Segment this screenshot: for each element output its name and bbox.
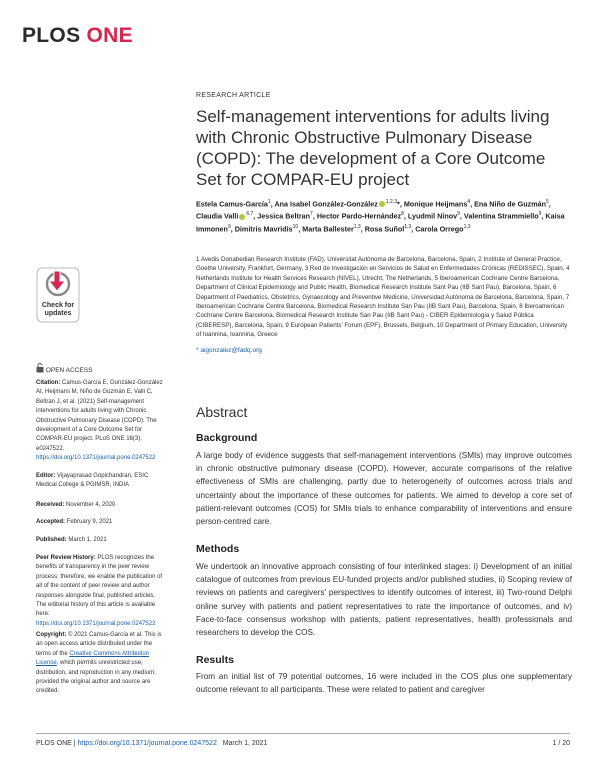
journal-logo [22, 24, 133, 48]
footer-left [36, 740, 267, 747]
author-name: Estela Camus-García [196, 199, 268, 209]
author-separator: , [403, 211, 408, 221]
logo-plos: PLOS [22, 24, 81, 47]
author-affiliation-marker: 10 [292, 223, 299, 230]
author-name: Ana Isabel González-González [274, 199, 378, 209]
author-list [196, 197, 572, 234]
author-affiliation-marker: 1,3 [463, 223, 471, 230]
copyright-text-2: , which permits unrestricted use, distribution, and reproduction in any medium, provided the original author and source are credited. [36, 660, 156, 695]
cc-license-link[interactable]: Creative Commons Attribution License [36, 650, 150, 667]
published-label: Published: [36, 537, 67, 543]
author-affiliation-marker: 1,3 [404, 223, 412, 230]
abstract-heading: Abstract [196, 404, 248, 420]
author-separator: , [230, 224, 235, 234]
author-name: Rosa Suñol [364, 224, 405, 234]
author-affiliation-marker: 4 [467, 199, 471, 205]
accepted [36, 518, 164, 527]
check-updates-icon [36, 267, 80, 323]
peer-review-history [36, 554, 164, 629]
article-title: Self-management interventions for adults living with Chronic Obstructive Pulmonary Disease (COPD): The development of a Core Outcome Set for COMPAR-EU project [196, 107, 550, 189]
affiliations: 1 Avedis Donabedian Research Institute (FAD), Universitat Autònoma de Barcelona, Barcelona, Spain, 2 Institute of General Practice, Goethe University, Frankfurt, Germany, 3 Red de Investigación en Servicios de Salud en Enfermedades Crónicas (REDISSEC), Spain, 4 Netherlands Institute for Health Services Research (NIVEL), Utrecht, The Netherlands, 5 Iberoamerican Cochrane Centre Barcelona, Department of Clinical Epidemiology and Public Health, Biomedical Research Institute Sant Pau (IIB Sant Pau), Barcelona, Spain, 6 Department of Paediatrics, Obstetrics, Gynaecology and Preventive Medicine, Universidad Autónoma de Barcelona, Barcelona, Spain, 7 Iberoamerican Cochrane Centre Barcelona, Biomedical Research Institute San Pau (IIB Sant Pau), Barcelona, Spain, 8 Iberoamerican Cochrane Centre Barcelona, Biomedical Research Institute San Pau (IIB Sant Pau) - CIBER Epidemiología y Salud Pública (CIBERESP), Barcelona, Spain, 9 European Patients' Forum (EPF), Brussels, Belgium, 10 Department of Primary Education, University of Ioannina, Ioannina, Greece [196, 256, 570, 339]
open-lock-icon [36, 363, 44, 373]
author-separator: , [270, 199, 275, 209]
accepted-date: February 9, 2021 [66, 519, 113, 525]
author-affiliation-marker: 6,7 [246, 211, 254, 218]
received [36, 501, 164, 510]
open-access [36, 363, 164, 375]
corresponding-email[interactable]: * aigonzalez@fadq.org [196, 347, 262, 354]
author-separator: , [253, 211, 258, 221]
published-date: March 1, 2021 [68, 537, 107, 543]
author-affiliation-marker: 9 [538, 211, 542, 218]
author-separator: , [298, 224, 303, 234]
page-footer [36, 733, 570, 747]
author-affiliation-marker: 1,3 [353, 223, 361, 230]
author-separator: , [470, 199, 475, 209]
citation-label: Citation: [36, 380, 61, 386]
citation [36, 379, 164, 464]
results-text: From an initial list of 79 potential outcomes, 16 were included in the COS plus one supplementary outcome relevant to all participants. These were related to patient and caregiver [196, 672, 572, 695]
author-separator: , [459, 211, 464, 221]
author-name: Hector Pardo-Hernández [316, 211, 402, 221]
prh-link[interactable]: https://doi.org/10.1371/journal.pone.0247522 [36, 620, 156, 627]
citation-text: Camus-García E, González-González AI, Heijmans M, Niño de Guzmán E, Valli C, Beltran J, et al. (2021) Self-management interventions for adults living with Chronic Obstructive Pulmonary Disease (COPD): The development of a Core Outcome Set for COMPAR-EU project. PLoS ONE 16(3): e0247522. [36, 380, 163, 452]
background-heading: Background [196, 432, 258, 444]
methods-heading: Methods [196, 543, 240, 555]
author-affiliation-marker: 8 [401, 211, 404, 218]
footer-date: March 1, 2021 [222, 740, 268, 747]
open-access-label: OPEN ACCESS [45, 367, 93, 374]
editor-label: Editor: [36, 473, 56, 479]
orcid-icon[interactable] [239, 214, 245, 220]
author-name: Ena Niño de Guzmán [474, 199, 546, 209]
prh-label: Peer Review History: [36, 555, 96, 561]
author-name: Marta Ballester [302, 224, 354, 234]
author-name: Lyudmil Ninov [407, 211, 458, 221]
logo-one: ONE [86, 24, 133, 47]
author-name: Valentina Strammiello [463, 211, 539, 221]
author-separator: , [360, 224, 365, 234]
article-type: RESEARCH ARTICLE [196, 92, 271, 99]
background-text: A large body of evidence suggests that self-management interventions (SMIs) may improve outcomes in chronic obstructive pulmonary disease (COPD). However, accurate comparisons of the relative effectiveness of SMIs are challenging, partly due to heterogeneity of outcomes across trials and uncertainty about the importance of these outcomes for patients. We aimed to develop a core set of patient-relevant outcomes (COS) for SMIs trials to enhance comparability of interventions and ensure person-centred care. [196, 451, 572, 527]
footer-page-number: 1 / 20 [552, 740, 570, 747]
footer-doi-link[interactable]: https://doi.org/10.1371/journal.pone.0247522 [77, 740, 217, 747]
copyright-text-1: © 2021 Camus-García et al. This is an open access article distributed under the terms of the [36, 632, 162, 657]
author-affiliation-marker: 1,2,3 [385, 199, 398, 205]
received-date: November 4, 2020 [66, 502, 116, 508]
accepted-label: Accepted: [36, 519, 66, 525]
received-label: Received: [36, 502, 65, 508]
badge-line1: Check for [41, 302, 75, 309]
citation-doi-link[interactable]: https://doi.org/10.1371/journal.pone.0247522 [36, 455, 156, 462]
author-name: Jessica Beltran [257, 211, 311, 221]
published [36, 536, 164, 545]
editor [36, 472, 164, 491]
copyright-label: Copyright: [36, 632, 67, 638]
copyright [36, 631, 164, 697]
author-separator: , [411, 224, 416, 234]
author-name: Kaisa Immonen [196, 211, 565, 234]
author-affiliation-marker: 1 [267, 199, 271, 205]
author-separator: , [548, 199, 551, 209]
author-name: Dimitris Mavridis [234, 224, 293, 234]
footer-sep: | [71, 740, 78, 747]
author-affiliation-marker: 5 [545, 199, 549, 205]
author-affiliation-marker: 7 [310, 211, 313, 218]
author-affiliation-marker: 9 [227, 223, 231, 230]
editor-text: Vijayaprasad Gopichandran, ESIC Medical College & PGIMSR, INDIA [36, 473, 149, 489]
author-name: Carola Orrego [415, 224, 464, 234]
prh-text: PLOS recognizes the benefits of transparency in the peer review process; therefore, we enable the publication of all of the content of peer review and author responses alongside final, published articles. The editorial history of this article is available here: [36, 555, 163, 618]
footer-journal: PLOS ONE [36, 740, 72, 747]
author-separator: , [541, 211, 546, 221]
orcid-icon[interactable] [379, 201, 385, 207]
badge-line2: updates [44, 310, 72, 317]
methods-text: We undertook an innovative approach consisting of four interlinked stages: i) Development of an initial catalogue of outcomes from previous EU-funded projects and/or published studies, ii) Scoping review of reviews on patients and caregivers' perspectives to identify outcomes of interest, iii) Two-round Delphi online survey with patients and patient representatives to rate the importance of outcomes, and iv) Face-to-face consensus workshop with patients, patient representatives, health professionals and researchers to develop the COS. [196, 562, 572, 638]
author-name: Claudia Valli [196, 211, 239, 221]
author-separator: , [312, 211, 317, 221]
results-heading: Results [196, 654, 234, 666]
check-for-updates-badge[interactable] [36, 267, 80, 323]
author-separator: *, [397, 199, 404, 209]
author-name: Monique Heijmans [403, 199, 468, 209]
author-affiliation-marker: 9 [457, 211, 460, 218]
